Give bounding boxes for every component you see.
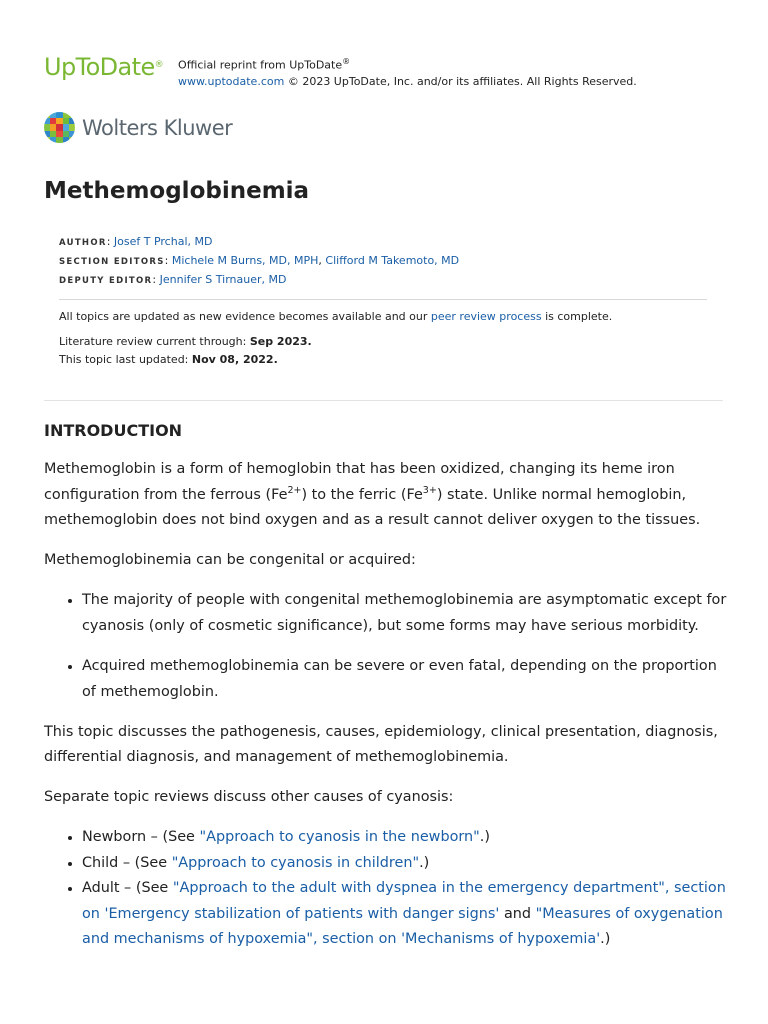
newborn-prefix: Newborn – (See [82, 829, 200, 845]
literature-review-line [59, 333, 707, 351]
adult-suffix: .) [600, 931, 611, 947]
list-item-child [82, 851, 728, 877]
update-notice-text: All topics are updated as new evidence becomes available and our [59, 310, 431, 323]
intro-p1-text-b: ) to the ferric (Fe [301, 486, 423, 503]
reprint-notice [178, 54, 637, 90]
last-updated-line [59, 351, 707, 369]
topic-body [44, 419, 728, 967]
adult-dyspnea-link[interactable]: "Approach to the adult with dyspnea in the emergency department", section on 'Emergency stabilization of patients with danger signs' [82, 880, 726, 922]
deputy-editor-label: DEPUTY EDITOR [59, 276, 153, 286]
deputy-editor-link[interactable]: Jennifer S Tirnauer, MD [159, 273, 287, 286]
wolters-kluwer-mosaic-icon [44, 112, 75, 143]
intro-p1-text-a: Methemoglobin is a form of hemoglobin that has been oxidized, changing its heme iron configuration from the ferrous (Fe [44, 461, 675, 503]
intro-p1-text-c: ) state. Unlike normal hemoglobin, methemoglobin does not bind oxygen and as a result cannot deliver oxygen to the tissues. [44, 486, 701, 528]
page-title: Methemoglobinemia [44, 178, 310, 204]
intro-paragraph-2: Methemoglobinemia can be congenital or acquired: [44, 552, 416, 568]
official-reprint-line [178, 54, 637, 74]
forms-list [44, 588, 728, 705]
section-editors-label: SECTION EDITORS [59, 257, 165, 267]
related-topics-list [44, 825, 728, 953]
section-heading-introduction: INTRODUCTION [44, 421, 183, 440]
copyright-text: © 2023 UpToDate, Inc. and/or its affiliates. All Rights Reserved. [284, 74, 637, 88]
last-updated-date: Nov 08, 2022. [191, 353, 278, 366]
adult-prefix: Adult – (See [82, 880, 173, 896]
author-row: AUTHOR: Josef T Prchal, MD [59, 235, 213, 248]
uptodate-logo-text: UpToDate [44, 53, 155, 81]
newborn-suffix: .) [479, 829, 490, 845]
copyright-line [178, 74, 637, 90]
peer-review-link[interactable]: peer review process [430, 310, 542, 323]
section-editor-link-2[interactable]: Clifford M Takemoto, MD [325, 254, 460, 267]
update-notice [59, 308, 707, 326]
child-cyanosis-link[interactable]: "Approach to cyanosis in children" [171, 854, 420, 871]
ferrous-charge: 2+ [287, 484, 302, 496]
metadata-divider [59, 299, 707, 300]
wolters-kluwer-name: Wolters Kluwer [82, 115, 233, 140]
uptodate-logo-reg: ® [154, 60, 164, 70]
hypoxemia-mechanisms-link[interactable]: "Measures of oxygenation and mechanisms of hypoxemia", section on 'Mechanisms of hypoxemia' [82, 905, 723, 947]
list-item: • Acquired methemoglobinemia can be severe or even fatal, depending on the proportion of methemoglobin. [82, 654, 728, 705]
section-editor-link-1[interactable]: Michele M Burns, MD, MPH [171, 254, 319, 267]
author-link[interactable]: Josef T Prchal, MD [113, 235, 213, 248]
section-divider [44, 400, 723, 401]
deputy-editor-row: DEPUTY EDITOR: Jennifer S Tirnauer, MD [59, 273, 287, 286]
list-item-adult [82, 876, 728, 953]
intro-paragraph-1 [44, 457, 728, 534]
literature-review-date: Sep 2023. [249, 335, 312, 348]
list-item-newborn [82, 825, 728, 851]
intro-paragraph-4: Separate topic reviews discuss other causes of cyanosis: [44, 789, 454, 805]
wolters-kluwer-logo [44, 112, 232, 143]
topic-metadata [59, 233, 707, 369]
ferric-charge: 3+ [422, 484, 437, 496]
adult-and-text: and [499, 905, 536, 922]
list-item: • The majority of people with congenital methemoglobinemia are asymptomatic except for cyanosis (only of cosmetic significance), but some forms may have serious morbidity. [82, 588, 728, 639]
reg-mark: ® [342, 57, 351, 66]
uptodate-logo [44, 52, 163, 82]
child-suffix: .) [419, 854, 430, 871]
child-prefix: Child – (See [82, 854, 172, 871]
official-reprint-text: Official reprint from UpToDate [178, 58, 343, 72]
reprint-header [44, 52, 637, 90]
uptodate-site-link[interactable]: www.uptodate.com [178, 74, 285, 88]
section-editors-row: SECTION EDITORS: Michele M Burns, MD, MPH, Clifford M Takemoto, MD [59, 254, 460, 267]
newborn-cyanosis-link[interactable]: "Approach to cyanosis in the newborn" [199, 829, 480, 845]
author-label: AUTHOR [59, 238, 107, 248]
update-notice-suffix: is complete. [541, 310, 613, 323]
last-updated-label: This topic last updated: [59, 353, 192, 366]
literature-review-label: Literature review current through: [59, 335, 250, 348]
intro-paragraph-3: This topic discusses the pathogenesis, causes, epidemiology, clinical presentation, diagnosis, differential diagnosis, and management of methemoglobinemia. [44, 723, 718, 765]
